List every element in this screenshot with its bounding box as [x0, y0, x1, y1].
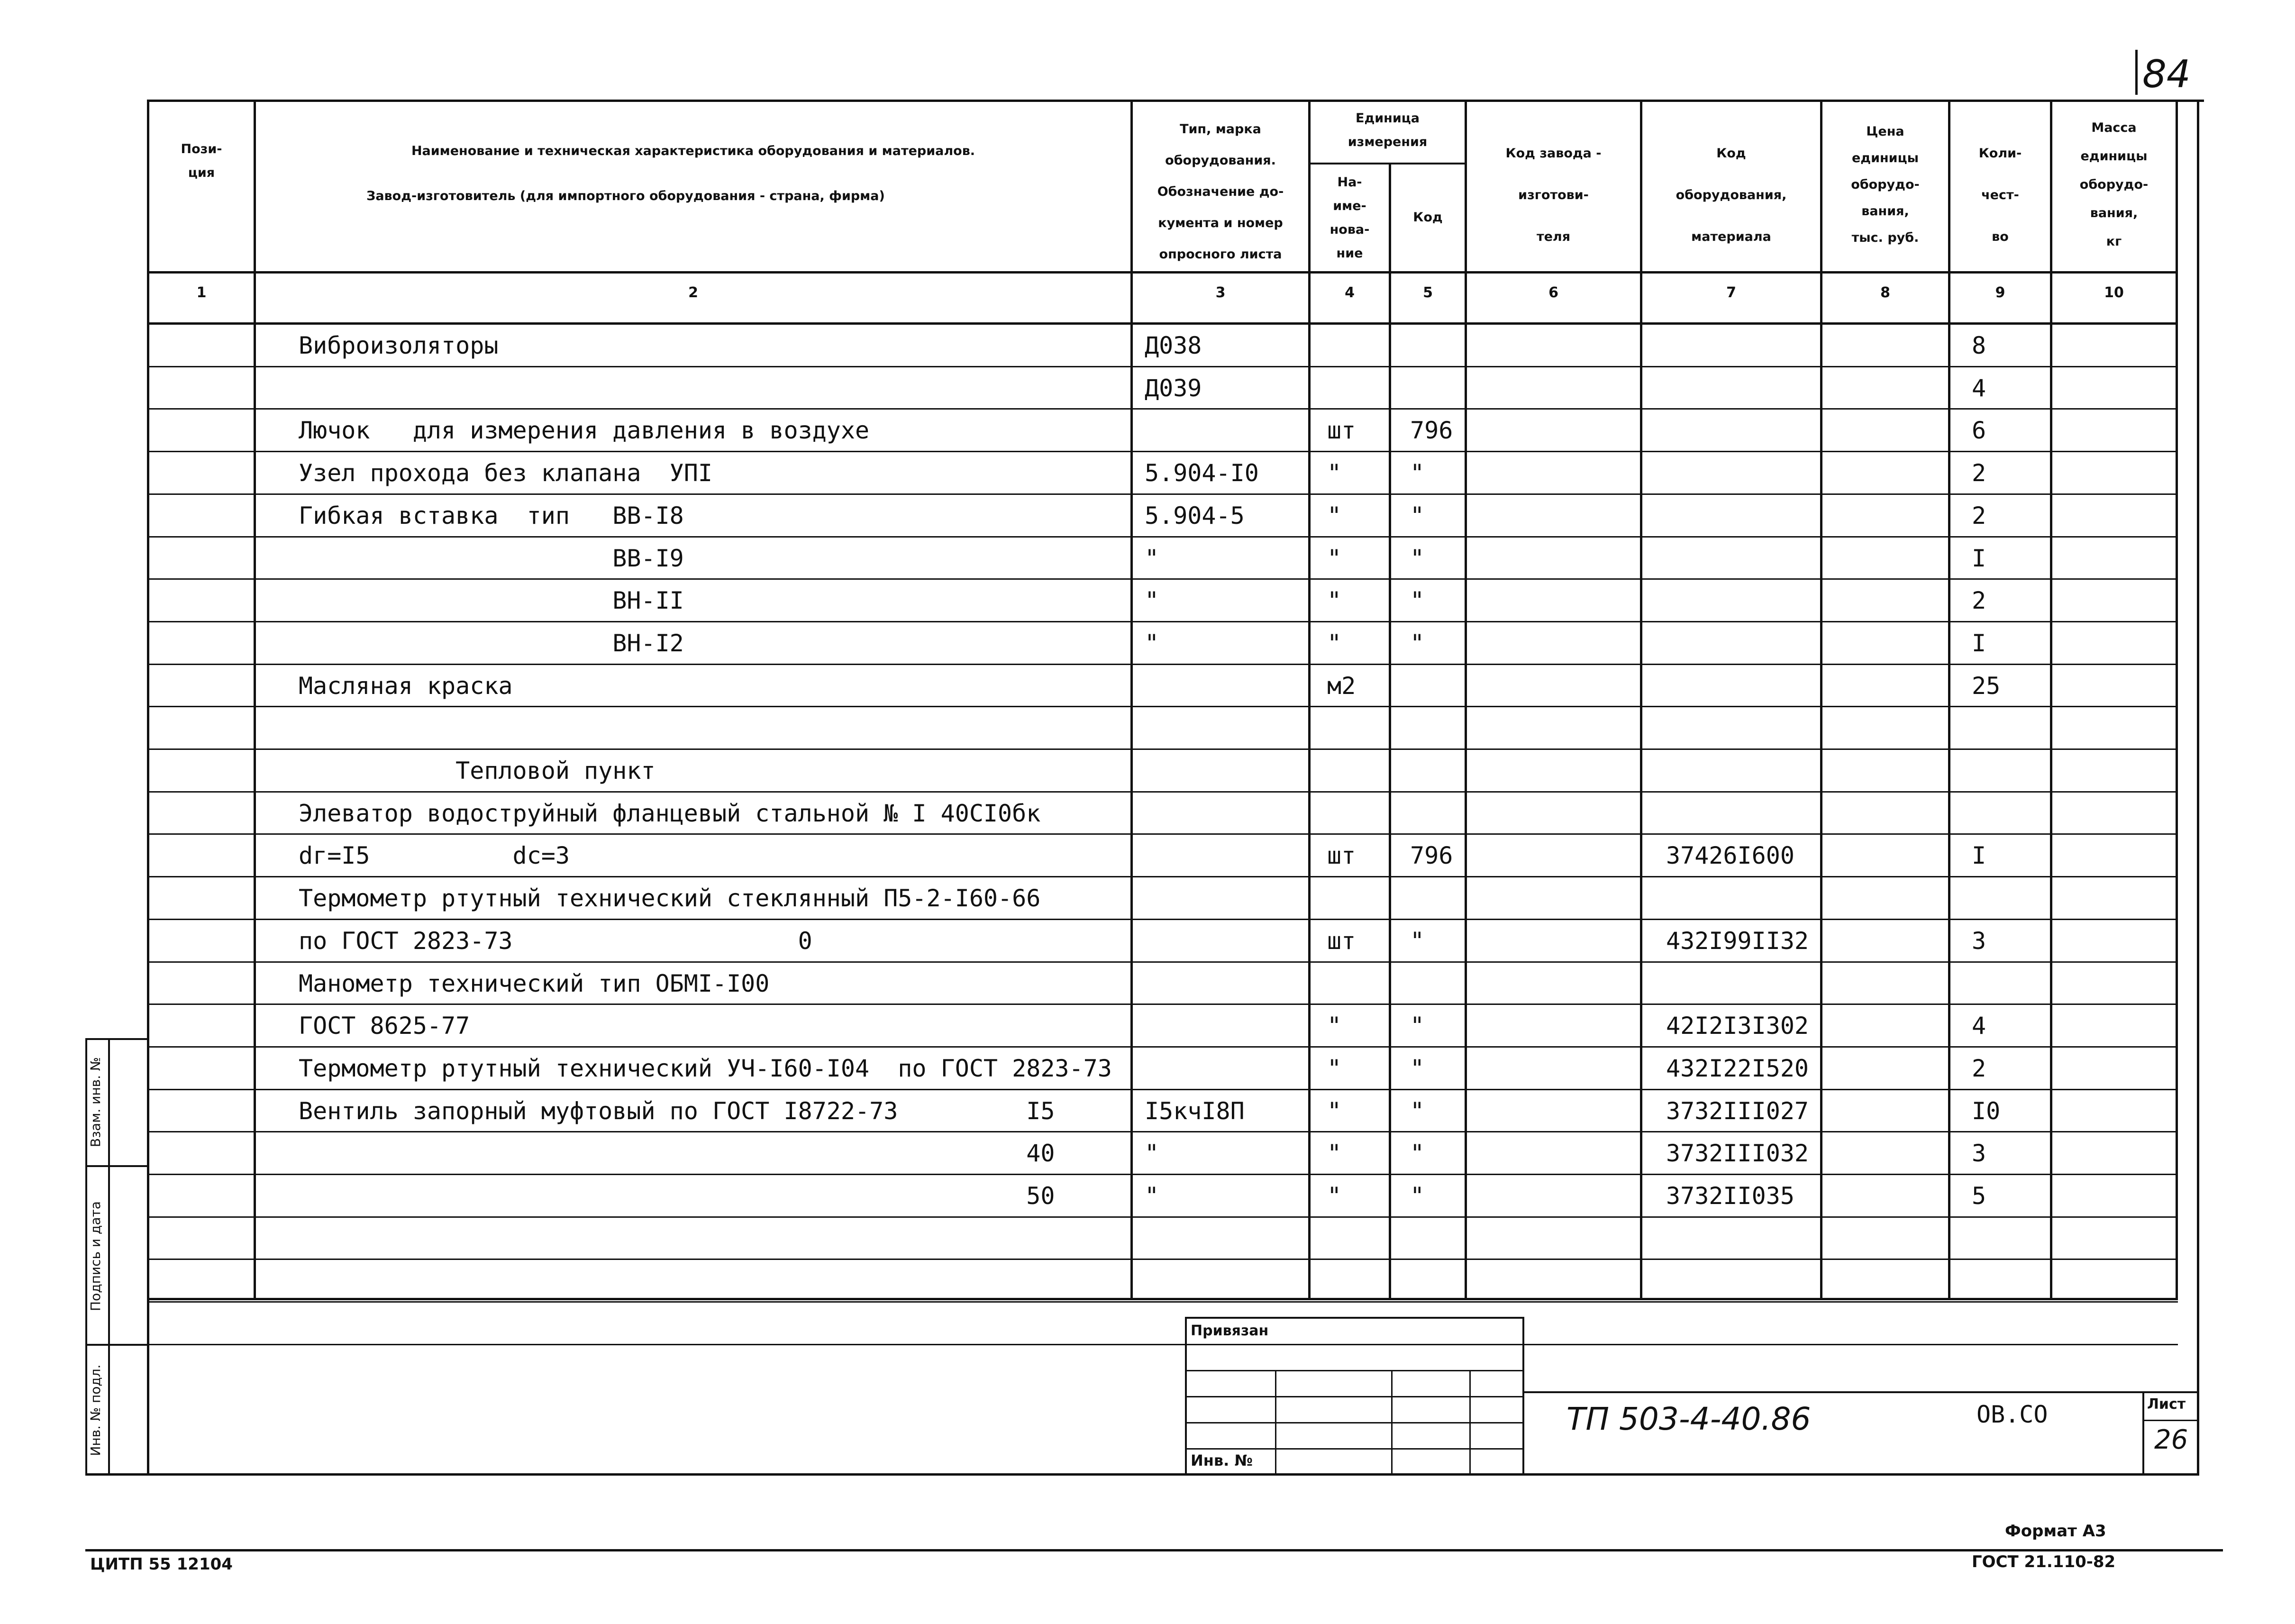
cell-unit: ": [1327, 587, 1342, 615]
cell-name: 40: [299, 1140, 1055, 1168]
cell-code: ": [1410, 587, 1425, 615]
vline-9: [2050, 100, 2052, 1299]
stamp-sheet-left: [2142, 1391, 2144, 1474]
colnum-4: 4: [1345, 284, 1355, 301]
stamp-box-top: [1185, 1317, 1524, 1319]
cell-name: ГОСТ 8625-77: [299, 1012, 470, 1040]
vline-5: [1465, 100, 1467, 1299]
row-divider: [147, 1216, 2178, 1218]
row-divider: [147, 706, 2178, 707]
cell-unit: шт: [1327, 417, 1356, 445]
side-label-inv-podl: Инв. № подл.: [88, 1364, 103, 1456]
header-col9: Коли- чест- во: [1978, 146, 2022, 244]
row-divider: [147, 1131, 2178, 1132]
stamp-sheet-split: [2142, 1420, 2197, 1421]
row-divider: [147, 1301, 2178, 1303]
stamp-v3: [1469, 1370, 1471, 1474]
row-divider: [147, 833, 2178, 835]
row-divider: [147, 1174, 2178, 1175]
header-col7: Код оборудования, материала: [1676, 146, 1787, 244]
row-divider: [147, 791, 2178, 793]
header-col2-line1: Наименование и техническая характеристика оборудования и материалов.: [411, 144, 975, 158]
cell-name: 50: [299, 1182, 1055, 1210]
row-divider: [147, 408, 2178, 410]
cell-equip-code: 37426I600: [1666, 842, 1794, 870]
cell-name: ВВ-I9: [299, 544, 684, 572]
cell-type: ": [1145, 629, 1159, 657]
cell-type: ": [1145, 1182, 1159, 1210]
cell-code: ": [1410, 1054, 1425, 1082]
cell-name: Тепловой пункт: [299, 757, 656, 785]
cell-code: ": [1410, 629, 1425, 657]
cell-type: 5.904-5: [1145, 502, 1245, 529]
cell-qty: I0: [1972, 1097, 2001, 1125]
cell-unit: ": [1327, 459, 1342, 487]
stamp-sheet-number: 26: [2154, 1424, 2188, 1455]
cell-name: Термометр ртутный технический УЧ-I60-I04 по ГОСТ 2823-73: [299, 1054, 1112, 1082]
stamp-h1: [1185, 1370, 1524, 1371]
stamp-sheet-label: Лист: [2147, 1396, 2186, 1413]
cell-unit: ": [1327, 1012, 1342, 1040]
numrow-bottom: [147, 322, 2178, 325]
row-divider: [147, 493, 2178, 495]
header-col1: Пози- ция: [181, 142, 222, 180]
vline-7: [1820, 100, 1822, 1299]
row-divider: [147, 1089, 2178, 1090]
row-divider: [147, 876, 2178, 877]
header-bottom: [147, 271, 2178, 274]
cell-qty: 4: [1972, 1012, 1986, 1040]
cell-code: ": [1410, 502, 1425, 529]
colnum-3: 3: [1215, 284, 1226, 301]
cell-name: Виброизоляторы: [299, 332, 499, 359]
stamp-v1: [1275, 1370, 1276, 1474]
row-divider: [147, 451, 2178, 452]
cell-qty: 6: [1972, 417, 1986, 445]
header-col10: Масса единицы оборудо- вания, кг: [2079, 120, 2149, 249]
cell-qty: 2: [1972, 502, 1986, 529]
cell-qty: 2: [1972, 459, 1986, 487]
cell-qty: 3: [1972, 1140, 1986, 1168]
cell-equip-code: 3732II035: [1666, 1182, 1794, 1210]
cell-name: dг=I5 dс=3: [299, 842, 570, 870]
colnum-2: 2: [688, 284, 698, 301]
page-number: 84: [2142, 52, 2191, 96]
row-divider: [147, 961, 2178, 963]
cell-qty: 3: [1972, 927, 1986, 955]
cell-type: 5.904-I0: [1145, 459, 1259, 487]
vline-1: [254, 100, 256, 1299]
cell-name: Гибкая вставка тип ВВ-I8: [299, 502, 684, 529]
row-divider: [147, 578, 2178, 580]
cell-qty: 4: [1972, 374, 1986, 402]
row-divider: [147, 919, 2178, 920]
cell-name: ВН-II: [299, 587, 684, 615]
cell-unit: ": [1327, 629, 1342, 657]
row-divider: [147, 1004, 2178, 1005]
cell-type: ": [1145, 544, 1159, 572]
vline-8: [1948, 100, 1950, 1299]
frame-right: [2197, 100, 2199, 1474]
header-col2-line2: Завод-изготовитель (для импортного оборудования - страна, фирма): [366, 189, 885, 203]
header-col8: Цена единицы оборудо- вания, тыс. руб.: [1851, 124, 1920, 245]
header-col3: Тип, марка оборудования. Обозначение до- кумента и номер опросного листа: [1157, 122, 1284, 262]
cell-unit: ": [1327, 544, 1342, 572]
cell-name: Вентиль запорный муфтовый по ГОСТ I8722-73 I5: [299, 1097, 1055, 1125]
row-divider: [147, 664, 2178, 665]
colnum-10: 10: [2104, 284, 2124, 301]
cell-type: I5кчI8П: [1145, 1097, 1245, 1125]
cell-name: по ГОСТ 2823-73 0: [299, 927, 812, 955]
stamp-h2: [1185, 1396, 1524, 1397]
cell-equip-code: 432I99II32: [1666, 927, 1809, 955]
unit-header-split: [1308, 163, 1465, 164]
stamp-doc-code: ТП 503-4-40.86: [1566, 1401, 1811, 1437]
cell-code: ": [1410, 1140, 1425, 1168]
cell-name: Манометр технический тип ОБМI-I00: [299, 969, 770, 997]
cell-qty: 5: [1972, 1182, 1986, 1210]
side-strip-inner: [108, 1038, 110, 1474]
cell-code: ": [1410, 927, 1425, 955]
footer-format: Формат А3: [2005, 1522, 2106, 1541]
stamp-section: ОВ.СО: [1976, 1401, 2048, 1428]
cell-name: Элеватор водоструйный фланцевый стальной № I 40СI0бк: [299, 799, 1041, 827]
cell-type: ": [1145, 587, 1159, 615]
cell-unit: ": [1327, 1182, 1342, 1210]
header-col45: Единица измерения: [1348, 111, 1428, 149]
cell-type: ": [1145, 1140, 1159, 1168]
stamp-h4: [1185, 1448, 1524, 1450]
cell-code: ": [1410, 1097, 1425, 1125]
stamp-inv-no: Инв. №: [1191, 1451, 1253, 1469]
side-strip-left: [85, 1038, 87, 1474]
cell-equip-code: 3732III032: [1666, 1140, 1809, 1168]
footer-line: [85, 1549, 2223, 1551]
row-divider: [147, 1344, 2178, 1345]
cell-code: 796: [1410, 417, 1453, 445]
cell-qty: I: [1972, 842, 1986, 870]
stamp-box-left: [1185, 1317, 1187, 1474]
footer-gost: ГОСТ 21.110-82: [1972, 1552, 2116, 1571]
cell-type: Д039: [1145, 374, 1202, 402]
colnum-7: 7: [1726, 284, 1736, 301]
cell-unit: ": [1327, 1054, 1342, 1082]
cell-equip-code: 3732III027: [1666, 1097, 1809, 1125]
colnum-1: 1: [196, 284, 207, 301]
stamp-h3: [1185, 1422, 1524, 1423]
cell-equip-code: 432I22I520: [1666, 1054, 1809, 1082]
cell-qty: 8: [1972, 332, 1986, 359]
vline-4: [1389, 164, 1391, 1299]
cell-qty: I: [1972, 629, 1986, 657]
cell-qty: 2: [1972, 1054, 1986, 1082]
vline-2: [1130, 100, 1133, 1299]
cell-equip-code: 42I2I3I302: [1666, 1012, 1809, 1040]
vline-10: [2176, 100, 2178, 1299]
header-col6: Код завода - изготови- теля: [1505, 146, 1602, 244]
cell-unit: м2: [1327, 672, 1356, 700]
colnum-6: 6: [1548, 284, 1558, 301]
cell-code: ": [1410, 544, 1425, 572]
cell-qty: 25: [1972, 672, 2001, 700]
vline-3: [1308, 100, 1311, 1299]
header-col5: Код: [1413, 210, 1443, 225]
cell-unit: шт: [1327, 927, 1356, 955]
cell-code: ": [1410, 1012, 1425, 1040]
cell-unit: ": [1327, 502, 1342, 529]
cell-name: Лючок для измерения давления в воздухе: [299, 417, 870, 445]
vline-6: [1640, 100, 1642, 1299]
colnum-9: 9: [1995, 284, 2005, 301]
stamp-box-right: [1522, 1317, 1524, 1474]
row-divider: [147, 748, 2178, 750]
row-divider: [147, 621, 2178, 622]
cell-name: Узел прохода без клапана УПI: [299, 459, 712, 487]
colnum-5: 5: [1423, 284, 1433, 301]
header-col4: На- име- нова- ние: [1330, 175, 1370, 261]
frame-top: [147, 100, 2204, 102]
cell-unit: шт: [1327, 842, 1356, 870]
frame-left: [147, 100, 149, 1474]
stamp-doc-top: [1524, 1391, 2197, 1393]
cell-qty: I: [1972, 544, 1986, 572]
row-divider: [147, 1046, 2178, 1048]
row-divider: [147, 1259, 2178, 1260]
footer-left: ЦИТП 55 12104: [90, 1555, 233, 1574]
row-divider: [147, 366, 2178, 367]
cell-type: Д038: [1145, 332, 1202, 359]
stamp-v2: [1391, 1370, 1393, 1474]
row-divider: [147, 536, 2178, 538]
frame-bottom: [85, 1473, 2199, 1476]
side-label-podpis: Подпись и дата: [88, 1201, 103, 1311]
cell-code: ": [1410, 459, 1425, 487]
table-bottom: [147, 1298, 2178, 1300]
cell-name: Термометр ртутный технический стеклянный П5-2-I60-66: [299, 885, 1041, 912]
colnum-8: 8: [1880, 284, 1890, 301]
cell-qty: 2: [1972, 587, 1986, 615]
cell-unit: ": [1327, 1097, 1342, 1125]
cell-name: ВН-I2: [299, 629, 684, 657]
cell-name: Масляная краска: [299, 672, 513, 700]
stamp-privyazan: Привязан: [1191, 1323, 1269, 1339]
cell-unit: ": [1327, 1140, 1342, 1168]
cell-code: 796: [1410, 842, 1453, 870]
side-label-vzam: Взам. инв. №: [88, 1057, 103, 1148]
cell-code: ": [1410, 1182, 1425, 1210]
page-number-mark: [2135, 50, 2138, 95]
